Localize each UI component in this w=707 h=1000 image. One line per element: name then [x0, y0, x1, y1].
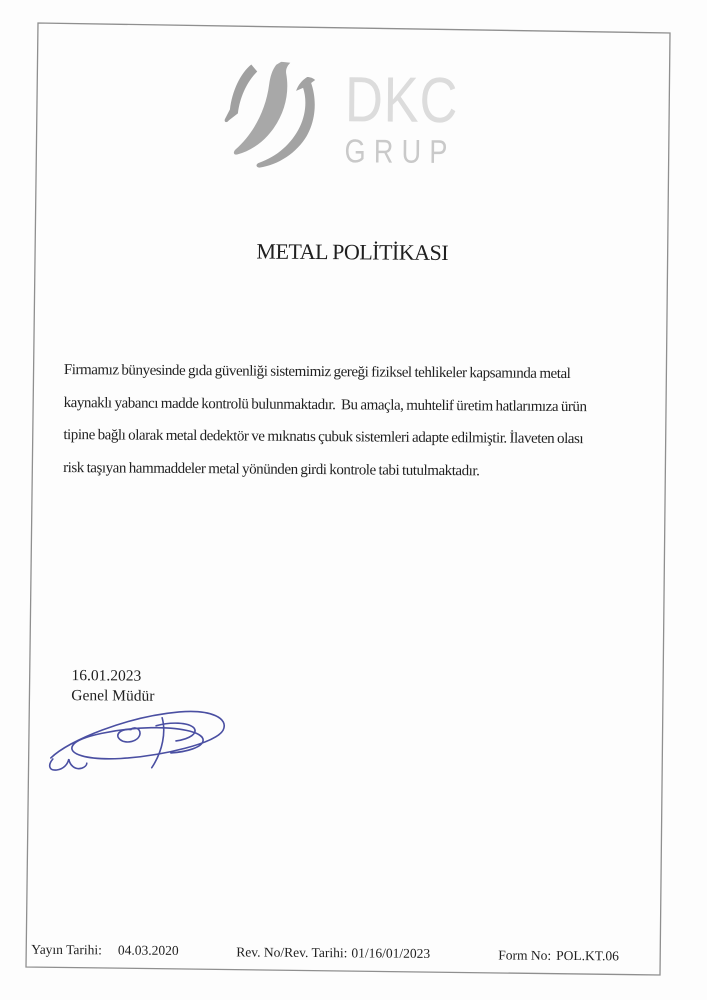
company-logo: [0, 60, 707, 178]
policy-paragraph: [63, 354, 654, 489]
form-no-label: Form No:: [498, 947, 552, 963]
revision-value: 01/16/01/2023: [351, 945, 431, 961]
paragraph-line: Firmamız bünyesinde gıda güvenliği sistemimiz gereği fiziksel tehlikeler kapsamında metal: [63, 362, 571, 383]
logo-name: DKC: [344, 63, 459, 137]
footer-form-no: [498, 947, 619, 964]
logo-wordmark: [344, 63, 459, 170]
form-no-value: POL.KT.06: [556, 947, 619, 964]
logo-subtitle: GRUP: [344, 132, 456, 170]
signatory-title: Genel Müdür: [71, 687, 155, 705]
revision-label: Rev. No/Rev. Tarihi:: [236, 944, 348, 961]
footer-publish-date: [31, 942, 178, 959]
paragraph-line: risk taşıyan hammaddeler metal yönünden girdi kontrole tabi tutulmaktadır.: [63, 459, 480, 479]
dkc-globe-swirl-icon: [223, 61, 321, 174]
signature-scribble: [45, 698, 236, 779]
publish-date-value: 04.03.2020: [117, 942, 179, 958]
paragraph-line: tipine bağlı olarak metal dedektör ve mıknatıs çubuk sistemleri adapte edilmiştir. İlaveten olası: [63, 427, 584, 448]
approval-date: 16.01.2023: [71, 667, 142, 685]
footer-revision: [236, 944, 430, 962]
page-title: METAL POLİTİKASI: [256, 238, 449, 266]
paragraph-line: kaynaklı yabancı madde kontrolü bulunmaktadır. Bu amaçla, muhtelif üretim hatlarımıza ürün: [63, 394, 587, 415]
publish-date-label: Yayın Tarihi:: [31, 941, 102, 958]
